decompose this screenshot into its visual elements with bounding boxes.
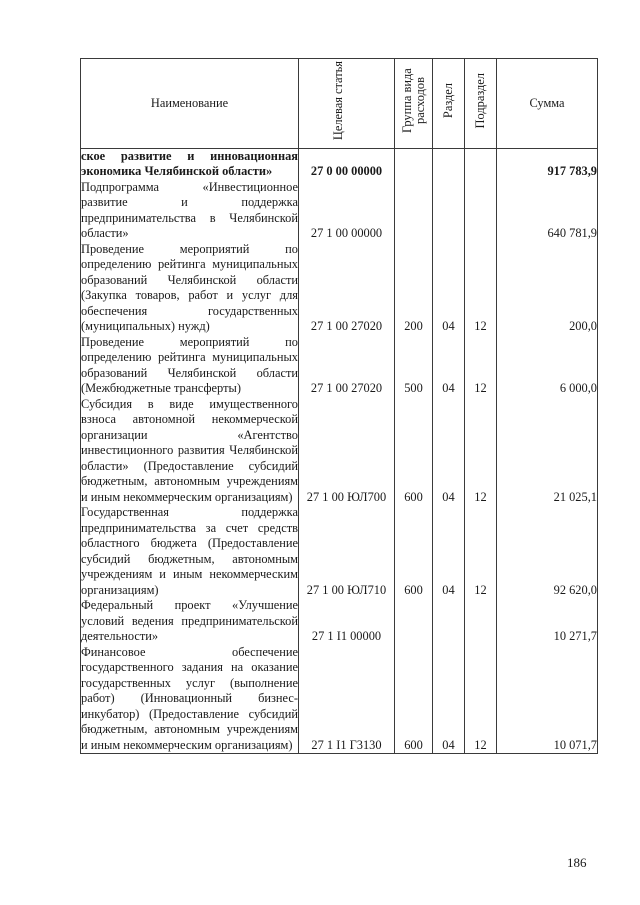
row-subsection-cell [465,148,497,180]
row-sum-cell: 6 000,0 [497,335,598,397]
table-row [81,148,598,180]
row-name-cell: Государственная поддержка предпринимательства за счет средств областного бюджета (Предоставление субсидий бюджетным, автономным учреждениям и иным некоммерческим организациям) [81,505,298,597]
row-section-cell [433,180,465,242]
row-group-cell: 500 [395,335,433,397]
row-subsection-cell: 12 [465,335,497,397]
row-article-cell: 27 0 00 00000 [299,148,395,180]
header-name: Наименование [81,59,299,149]
table-body [81,148,598,754]
table-row [81,335,598,397]
table-row [81,242,598,335]
row-section-cell: 04 [433,242,465,335]
header-subsection: Подраздел [465,59,497,149]
row-sum-cell: 200,0 [497,242,598,335]
row-sum-cell: 21 025,1 [497,397,598,506]
row-name-cell: Подпрограмма «Инвестиционное развитие и поддержка предпринимательства в Челябинской области» [81,179,298,240]
row-section-cell [433,598,465,645]
row-subsection-cell [465,180,497,242]
header-article: Целевая статья [299,59,395,149]
budget-table [80,58,598,754]
header-expense-group: Группа вида расходов [395,59,433,149]
row-sum-cell: 92 620,0 [497,505,598,598]
row-article-cell: 27 1 00 27020 [299,335,395,397]
row-group-cell [395,180,433,242]
row-section-cell: 04 [433,645,465,754]
row-article-cell: 27 1 00 00000 [299,180,395,242]
header-section: Раздел [433,59,465,149]
row-name-cell: ское развитие и инновационная экономика Челябинской области» [81,148,298,178]
header-sum: Сумма [497,59,598,149]
row-section-cell [433,148,465,180]
row-subsection-cell: 12 [465,505,497,598]
row-article-cell: 27 1 00 27020 [299,242,395,335]
row-sum-cell: 917 783,9 [497,148,598,180]
row-name-cell: Федеральный проект «Улучшение условий ведения предпринимательской деятельности» [81,598,298,643]
row-subsection-cell: 12 [465,397,497,506]
row-article-cell: 27 1 I1 00000 [299,598,395,645]
row-section-cell: 04 [433,335,465,397]
row-group-cell [395,598,433,645]
row-section-cell: 04 [433,397,465,506]
table-row [81,397,598,506]
table-row [81,645,598,754]
row-group-cell: 600 [395,645,433,754]
row-sum-cell: 10 071,7 [497,645,598,754]
row-section-cell: 04 [433,505,465,598]
table-header-row [81,59,598,149]
row-group-cell: 600 [395,397,433,506]
row-name-cell: Проведение мероприятий по определению рейтинга муниципальных образований Челябинской области (Межбюджетные трансферты) [81,334,298,395]
row-name-cell: Субсидия в виде имущественного взноса автономной некоммерческой организации «Агентство инвестиционного развития Челябинской области» (Предоставление субсидий бюджетным, автономным учреждениям и иным некоммерческим организациям) [81,396,298,504]
row-group-cell: 200 [395,242,433,335]
row-article-cell: 27 1 I1 Г3130 [299,645,395,754]
row-group-cell: 600 [395,505,433,598]
row-article-cell: 27 1 00 ЮЛ710 [299,505,395,598]
page-number: 186 [567,855,587,870]
table-row [81,598,598,645]
row-sum-cell: 640 781,9 [497,180,598,242]
row-name-cell: Проведение мероприятий по определению рейтинга муниципальных образований Челябинской области (Закупка товаров, работ и услуг для обеспечения государственных (муниципальных) нужд) [81,241,298,333]
row-subsection-cell: 12 [465,645,497,754]
row-article-cell: 27 1 00 ЮЛ700 [299,397,395,506]
row-sum-cell: 10 271,7 [497,598,598,645]
table-row [81,505,598,598]
row-group-cell [395,148,433,180]
budget-table-container [80,58,597,754]
row-subsection-cell [465,598,497,645]
row-name-cell: Финансовое обеспечение государственного задания на оказание государственных услуг (выполнение работ) (Инновационный бизнес-инкубатор) (Предоставление субсидий бюджетным, автономным учреждениям и иным некоммерческим организациям) [81,644,298,752]
row-subsection-cell: 12 [465,242,497,335]
table-row [81,180,598,242]
